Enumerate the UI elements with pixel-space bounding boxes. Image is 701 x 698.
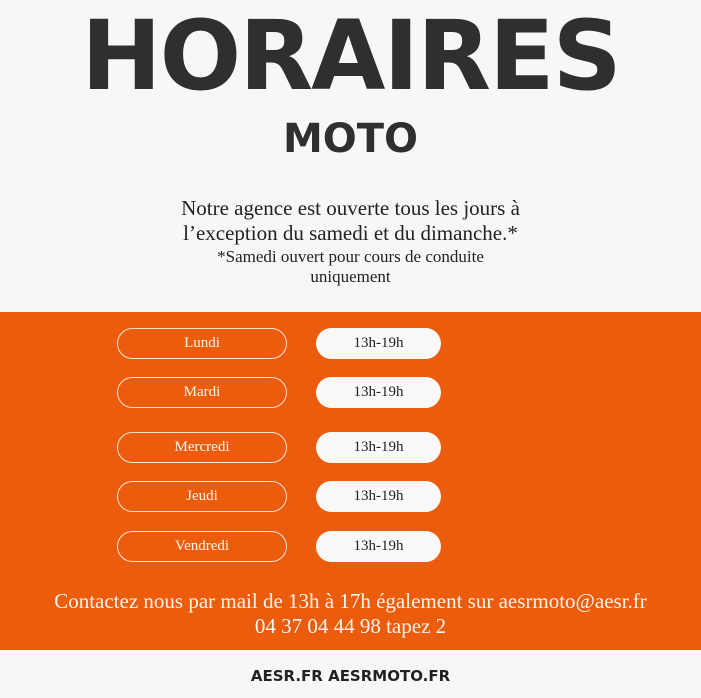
- day-label: Mercredi: [117, 432, 287, 463]
- intro-line-2: l’exception du samedi et du dimanche.*: [183, 221, 518, 245]
- note-line-1: *Samedi ouvert pour cours de conduite: [217, 247, 484, 266]
- day-label: Mardi: [117, 377, 287, 408]
- day-label: Jeudi: [117, 481, 287, 512]
- footer-links: AESR.FR AESRMOTO.FR: [250, 667, 451, 685]
- saturday-note: [0, 247, 701, 287]
- schedule-row-friday: [0, 531, 701, 562]
- hours-label: 13h-19h: [316, 531, 441, 562]
- intro-text: [0, 196, 701, 246]
- contact-info: [0, 589, 701, 639]
- contact-line-2: 04 37 04 44 98 tapez 2: [254, 614, 447, 638]
- schedule-row-tuesday: [0, 377, 701, 408]
- page-title: HORAIRES: [81, 0, 620, 112]
- header-section: [0, 0, 701, 312]
- schedule-row-wednesday: [0, 432, 701, 463]
- hours-label: 13h-19h: [316, 328, 441, 359]
- day-label: Lundi: [117, 328, 287, 359]
- page-subtitle: MOTO: [282, 116, 419, 162]
- schedule-row-thursday: [0, 481, 701, 512]
- hours-label: 13h-19h: [316, 432, 441, 463]
- hours-label: 13h-19h: [316, 377, 441, 408]
- note-line-2: uniquement: [310, 267, 391, 286]
- intro-line-1: Notre agence est ouverte tous les jours à: [181, 196, 520, 220]
- schedule-row-monday: [0, 328, 701, 359]
- hours-label: 13h-19h: [316, 481, 441, 512]
- contact-line-1: Contactez nous par mail de 13h à 17h également sur aesrmoto@aesr.fr: [54, 589, 647, 613]
- day-label: Vendredi: [117, 531, 287, 562]
